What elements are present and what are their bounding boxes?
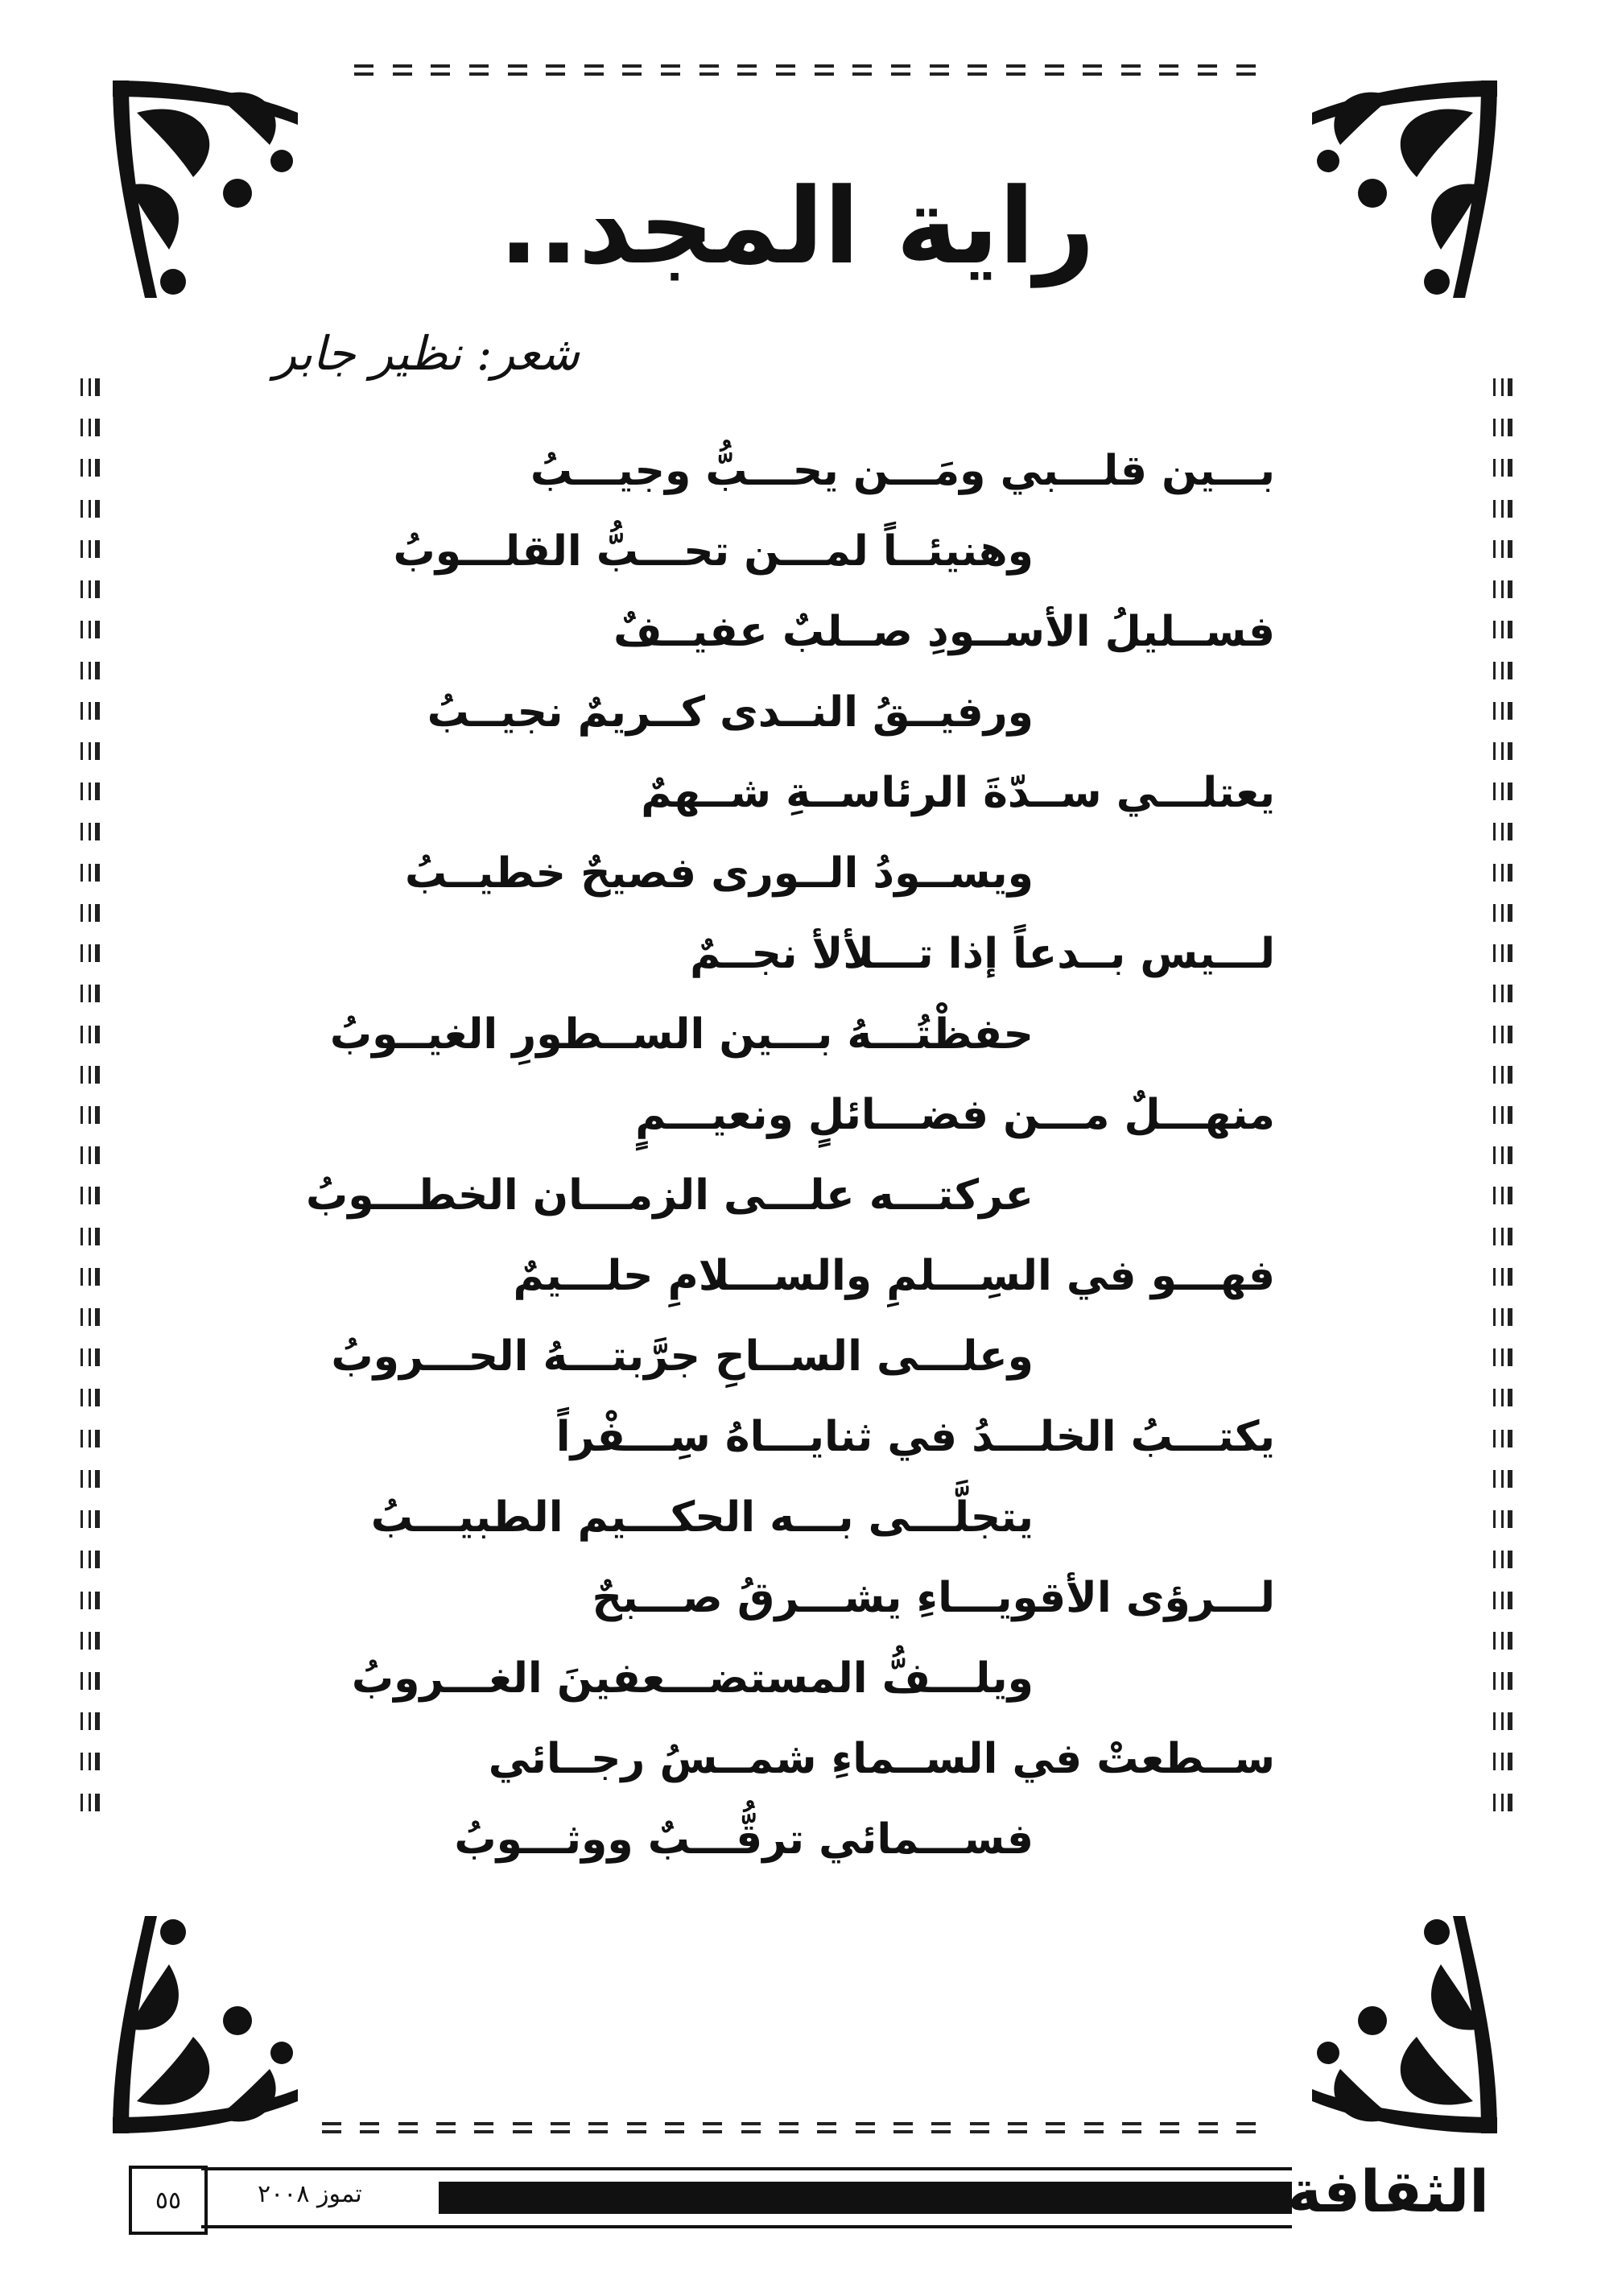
poem-verse-first-hemistich: لـــيس بــدعاً إذا تـــلألأ نجــمٌ bbox=[690, 930, 1275, 978]
poet-credit: شعر: نظير جابر bbox=[274, 326, 580, 381]
poem-title: راية المجد.. bbox=[498, 165, 1096, 287]
magazine-name: الثقافة bbox=[1287, 2158, 1489, 2225]
corner-ornament-bottom-left-icon bbox=[97, 1908, 306, 2149]
poem-verse-second-hemistich: يتجلَّـــى بـــه الحكـــيم الطبيـــبُ bbox=[370, 1493, 1034, 1542]
bottom-dashed-rule bbox=[322, 2117, 1256, 2138]
poem-verse-second-hemistich: ويســودُ الــورى فصيحٌ خطيــبُ bbox=[405, 849, 1034, 898]
footer-rule bbox=[201, 2225, 439, 2228]
poem-verse-first-hemistich: بـــين قلـــبي ومَـــن يحـــبُّ وجيـــبُ bbox=[530, 447, 1275, 495]
poem-verse-first-hemistich: ســطعتْ في الســماءِ شمــسُ رجــائي bbox=[488, 1735, 1275, 1783]
footer-rule bbox=[439, 2225, 1292, 2228]
poem-verse-first-hemistich: فســليلُ الأســودِ صــلبٌ عفيــفٌ bbox=[613, 608, 1275, 656]
footer-rule bbox=[439, 2167, 1292, 2170]
top-dashed-rule bbox=[354, 60, 1256, 81]
footer-bar bbox=[439, 2182, 1292, 2214]
poem-verse-second-hemistich: ويلـــفُّ المستضـــعفينَ الغـــروبُ bbox=[351, 1654, 1034, 1703]
poem-verse-second-hemistich: حفظْتُـــهُ بـــين الســطورِ الغيــوبُ bbox=[329, 1010, 1034, 1059]
corner-ornament-bottom-right-icon bbox=[1304, 1908, 1513, 2149]
page-footer bbox=[129, 2158, 1489, 2238]
poem-verse-second-hemistich: عركتـــه علـــى الزمـــان الخطـــوبُ bbox=[306, 1171, 1034, 1220]
left-side-border bbox=[80, 378, 103, 1811]
right-side-border bbox=[1493, 378, 1516, 1811]
poem-verse-second-hemistich: وعلـــى الســاحِ جرَّبتـــهُ الحـــروبُ bbox=[331, 1332, 1034, 1381]
poem-verse-second-hemistich: وهنيئــاً لمـــن تحـــبُّ القلـــوبُ bbox=[393, 527, 1034, 576]
corner-ornament-top-left-icon bbox=[97, 64, 306, 306]
page-number: ٥٥ bbox=[129, 2166, 208, 2235]
poem-verse-first-hemistich: يعتلـــي ســدّةَ الرئاســةِ شــهمٌ bbox=[641, 769, 1275, 817]
corner-ornament-top-right-icon bbox=[1304, 64, 1513, 306]
poem-verse-second-hemistich: ورفيــقُ النــدى كــريمٌ نجيــبُ bbox=[427, 688, 1034, 737]
poem-verse-first-hemistich: يكتـــبُ الخلـــدُ في ثنايـــاهُ سِـــفْراً bbox=[555, 1413, 1275, 1461]
issue-date: تموز ٢٠٠٨ bbox=[258, 2180, 362, 2208]
poem-verse-first-hemistich: لـــرؤى الأقويـــاءِ يشـــرقُ صـــبحٌ bbox=[592, 1574, 1275, 1622]
poem-verse-first-hemistich: فهـــو في السِـــلمِ والســـلامِ حلـــيمٌ bbox=[513, 1252, 1275, 1300]
poem-verse-second-hemistich: فســـمائي ترقُّـــبٌ ووثـــوبُ bbox=[454, 1815, 1034, 1864]
poem-verse-first-hemistich: منهـــلٌ مـــن فضـــائلٍ ونعيـــمٍ bbox=[635, 1091, 1275, 1139]
footer-rule bbox=[201, 2167, 439, 2170]
